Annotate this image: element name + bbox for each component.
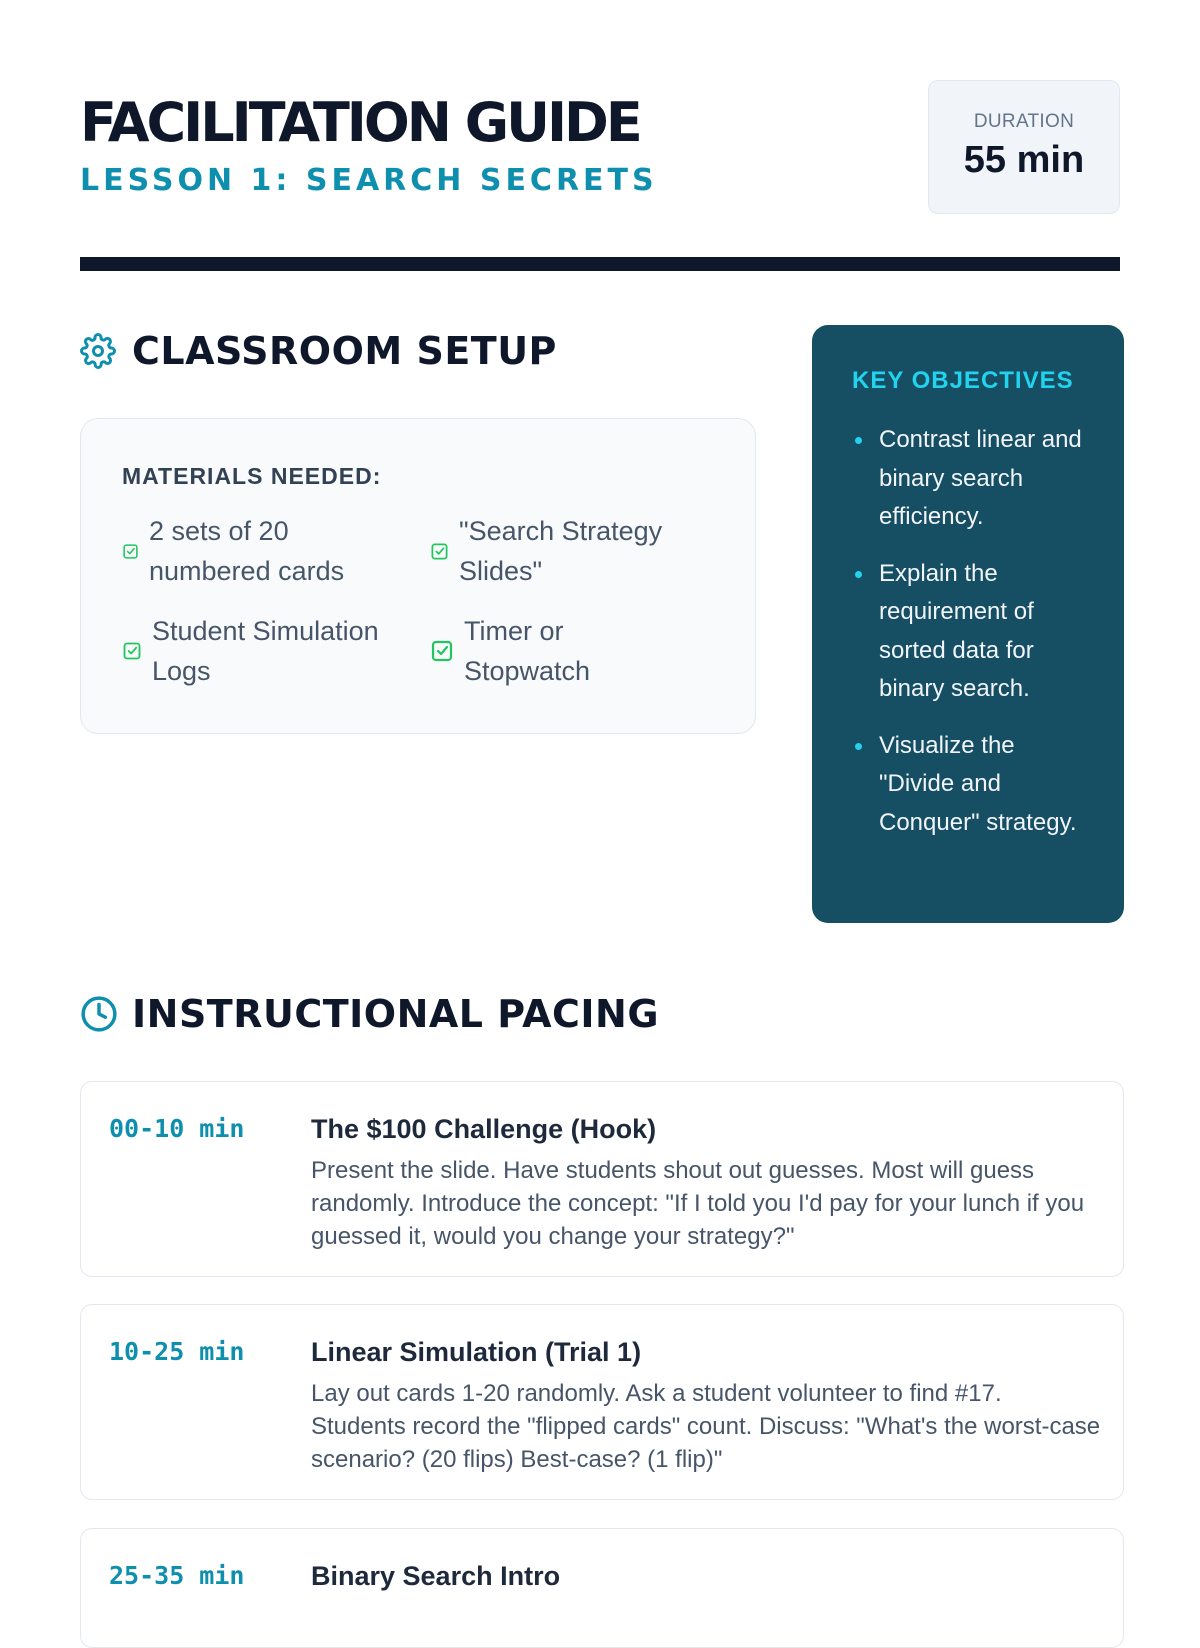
material-item [122,511,344,591]
header-divider [80,257,1120,271]
pacing-item [80,1528,1124,1648]
material-item [122,611,379,691]
check-square-icon [122,543,139,560]
pacing-description: Lay out cards 1-20 randomly. Ask a student volunteer to find #17. Students record the "flipped cards" count. Discuss: "What's the worst-case scenario? (20 flips) Best-case? (1 flip)" [311,1380,1101,1473]
objective-item: Explain the requirement of sorted data for binary search. [852,555,1092,709]
material-text: Timer or Stopwatch [464,616,591,686]
gear-icon [80,332,118,370]
objectives-list [852,421,1092,860]
duration-label: DURATION [973,111,1075,132]
pacing-item [80,1081,1124,1277]
page-header [80,80,1120,220]
check-square-icon [122,641,142,661]
pacing-time: 25-35 min [109,1561,245,1590]
check-square-icon [430,542,449,561]
classroom-setup-heading [80,328,557,374]
materials-card [80,418,756,734]
key-objectives-panel [812,325,1124,923]
pacing-title: Linear Simulation (Trial 1) [311,1337,642,1367]
clock-icon [80,995,118,1033]
pacing-description: Present the slide. Have students shout out guesses. Most will guess randomly. Introduce the concept: "If I told you I'd pay for your lunch if you guessed it, would you change your strategy?" [311,1157,1085,1250]
objective-item: Contrast linear and binary search efficiency. [852,421,1092,537]
page-title: FACILITATION GUIDE [80,91,640,154]
duration-value: 55 min [963,139,1085,181]
pacing-item [80,1304,1124,1500]
materials-label: MATERIALS NEEDED: [122,463,382,489]
key-objectives-title: KEY OBJECTIVES [852,367,1074,394]
instructional-pacing-title: INSTRUCTIONAL PACING [132,992,660,1036]
lesson-subtitle: LESSON 1: SEARCH SECRETS [80,163,658,198]
objective-item: Visualize the "Divide and Conquer" strategy. [852,727,1092,843]
material-text: 2 sets of 20 numbered cards [149,516,345,586]
pacing-time: 10-25 min [109,1337,245,1366]
instructional-pacing-heading [80,991,659,1037]
material-text: "Search Strategy Slides" [459,516,663,586]
check-square-icon [430,639,454,663]
material-item [430,611,590,691]
classroom-setup-title: CLASSROOM SETUP [132,329,557,373]
material-text: Student Simulation Logs [152,616,379,686]
duration-badge [928,80,1120,214]
pacing-title: The $100 Challenge (Hook) [311,1114,657,1144]
material-item [430,511,662,591]
pacing-title: Binary Search Intro [311,1561,561,1591]
pacing-time: 00-10 min [109,1114,245,1143]
